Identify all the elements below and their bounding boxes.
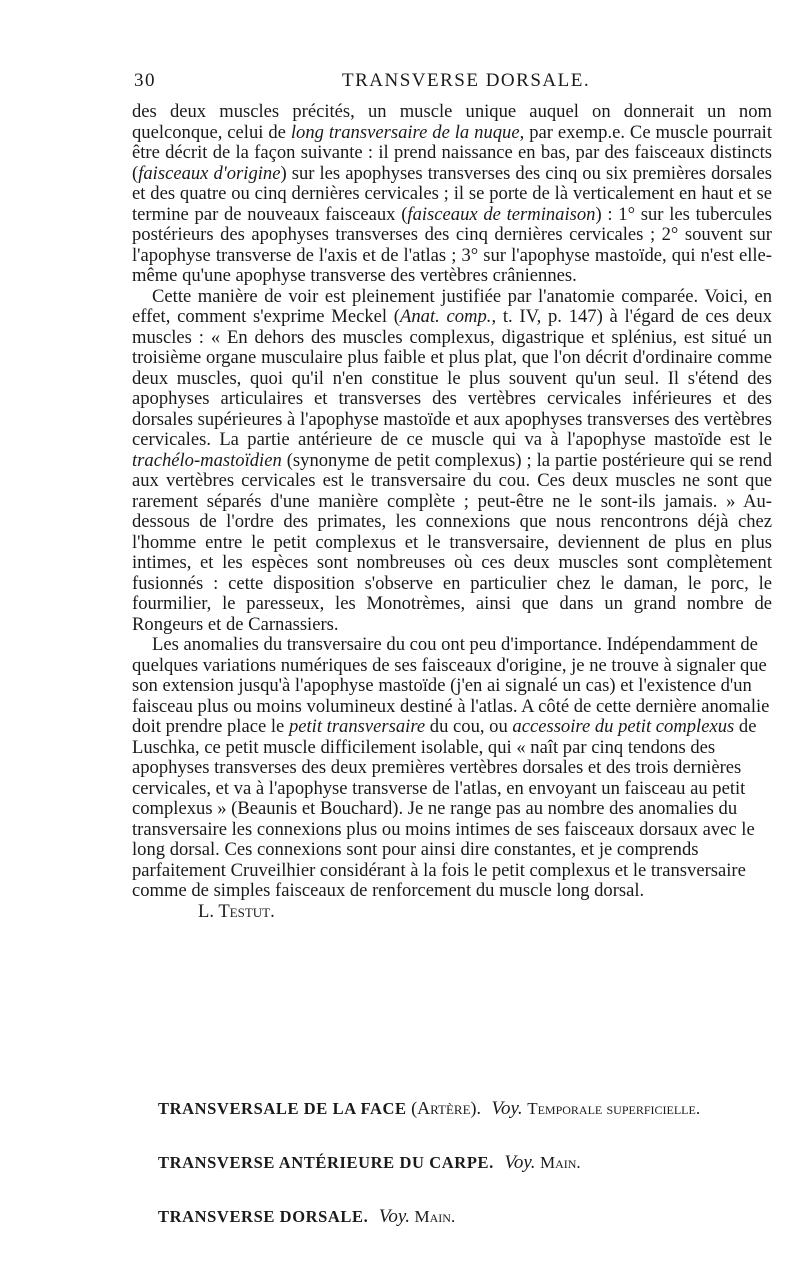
page-number: 30 xyxy=(134,70,156,91)
text-run: de Luschka, ce petit muscle difficilement isolable, qui « naît par cinq tendons des apophyses transverses des deux premières vertèbres dorsales et des trois dernières cervicales, et va à l'apophyse transverse de l'atlas, en envoyant un faisceau au petit complexus » (Beaunis et Bouchard). Je ne range pas au nombre des anomalies du transversaire les connexions plus ou moins intimes de ses faisceaux dorsaux avec le long dorsal. Ces connexions sont pour ainsi dire constantes, et je comprends parfaitement Cruveilhier considérant à la fois le petit complexus et le transversaire comme de simples faisceaux de renforcement du muscle long dorsal. xyxy=(132,716,757,901)
text-run: Cette manière de voir est pleinement justifiée par l'anatomie comparée. Voici, en effet, comment s'exprime Meckel ( xyxy=(132,285,772,327)
italic-term: faisceaux d'origine xyxy=(138,162,281,184)
paragraph-1 xyxy=(132,102,772,287)
text-run: des deux muscles précités, un muscle unique auquel on donnerait un nom quelconque, celui de xyxy=(132,101,772,143)
paragraph-2 xyxy=(132,287,772,636)
italic-term: faisceaux de terminaison xyxy=(407,203,596,225)
entry-cross-reference: Main. xyxy=(539,1153,581,1172)
text-run: ) sur les apophyses transverses des cinq ou six premières dorsales et des quatre ou cinq dernières cervicales ; il se porte de là verticalement en haut et se termine par de nouveaux faisceaux ( xyxy=(132,162,772,225)
italic-term: Anat. comp. xyxy=(400,306,492,327)
text-run: (synonyme de petit complexus) ; la partie postérieure qui se rend aux vertèbres cervicales est le transversaire du cou. Ces deux muscles ne sont que rarement séparés d'une manière complète ; peut-être ne le sont-ils jamais. » Au-dessous de l'ordre des primates, les connexions que nous rencontrons déjà chez l'homme entre le petit complexus et le transversaire, deviennent de plus en plus intimes, et les espèces sont nombreuses où ces deux muscles sont complètement fusionnés : cette disposition s'observe en particulier chez le daman, le porc, le fourmilier, le paresseux, les Monotrèmes, ainsi que dans un grand nombre de Rongeurs et de Carnassiers. xyxy=(132,449,772,635)
paragraph-3 xyxy=(132,635,772,922)
entry-qualifier: (Artère). xyxy=(411,1098,482,1118)
entry-transverse-dorsale xyxy=(158,1206,768,1260)
text-run: ) : 1° sur les tubercules postérieurs des apophyses transverses des cinq dernières cervicales ; 2° souvent sur l'apophyse transverse de l'axis et de l'atlas ; 3° sur l'apophyse mastoïde, qui n'est elle-même qu'une apophyse transverse des vertèbres crâniennes. xyxy=(132,203,773,286)
text-run: , t. IV, p. 147) à l'égard de ces deux muscles : « En dehors des muscles complexus, digastrique et splénius, est situé un troisième organe musculaire plus faible et plus plat, que l'on décrit d'ordinaire comme deux muscles, quoi qu'il n'en constitue le plus souvent qu'un seul. Il s'étend des apophyses articulaires et transverses des vertèbres cervicales inférieures et des dorsales supérieures à l'apophyse mastoïde et aux apophyses transverses des vertèbres cervicales. La partie antérieure de ce muscle qui va à l'apophyse mastoïde est le xyxy=(132,306,772,450)
entry-voy: Voy. xyxy=(504,1152,536,1173)
text-run: du cou, ou xyxy=(425,716,513,737)
dictionary-entries xyxy=(158,1098,768,1260)
entry-voy: Voy. xyxy=(491,1098,523,1119)
italic-term: trachélo-mastoïdien xyxy=(132,449,282,471)
article-body xyxy=(132,102,772,922)
entry-transversale-de-la-face xyxy=(158,1098,768,1152)
italic-term: long transversaire de la nuque xyxy=(290,121,520,143)
text-run: , par exemp.e. Ce muscle pourrait être décrit de la façon suivante : il prend naissance en bas, par des faisceaux distincts ( xyxy=(132,121,772,184)
entry-term: TRANSVERSALE DE LA FACE xyxy=(158,1099,407,1118)
entry-voy: Voy. xyxy=(378,1206,411,1227)
entry-cross-reference: Main. xyxy=(414,1207,456,1226)
italic-term: petit transversaire xyxy=(288,716,426,737)
page-header xyxy=(132,70,772,98)
author-signature: L. Testut. xyxy=(198,900,275,922)
entry-cross-reference: Temporale superficielle. xyxy=(527,1099,701,1118)
entry-transverse-anterieure-du-carpe xyxy=(158,1152,768,1206)
text-run: Les anomalies du transversaire du cou ont peu d'importance. Indépendamment de quelques variations numériques de ses faisceaux d'origine, je ne trouve à signaler que son extension jusqu'à l'apophyse mastoïde (j'en ai signalé un cas) et l'existence d'un faisceau plus ou moins volumineux destiné à l'atlas. A côté de cette dernière anomalie doit prendre place le xyxy=(132,634,770,737)
entry-term: TRANSVERSE ANTÉRIEURE DU CARPE. xyxy=(158,1153,494,1172)
entry-term: TRANSVERSE DORSALE. xyxy=(158,1207,369,1226)
running-title: TRANSVERSE DORSALE. xyxy=(342,70,591,91)
italic-term: accessoire du petit complexus xyxy=(512,716,735,737)
